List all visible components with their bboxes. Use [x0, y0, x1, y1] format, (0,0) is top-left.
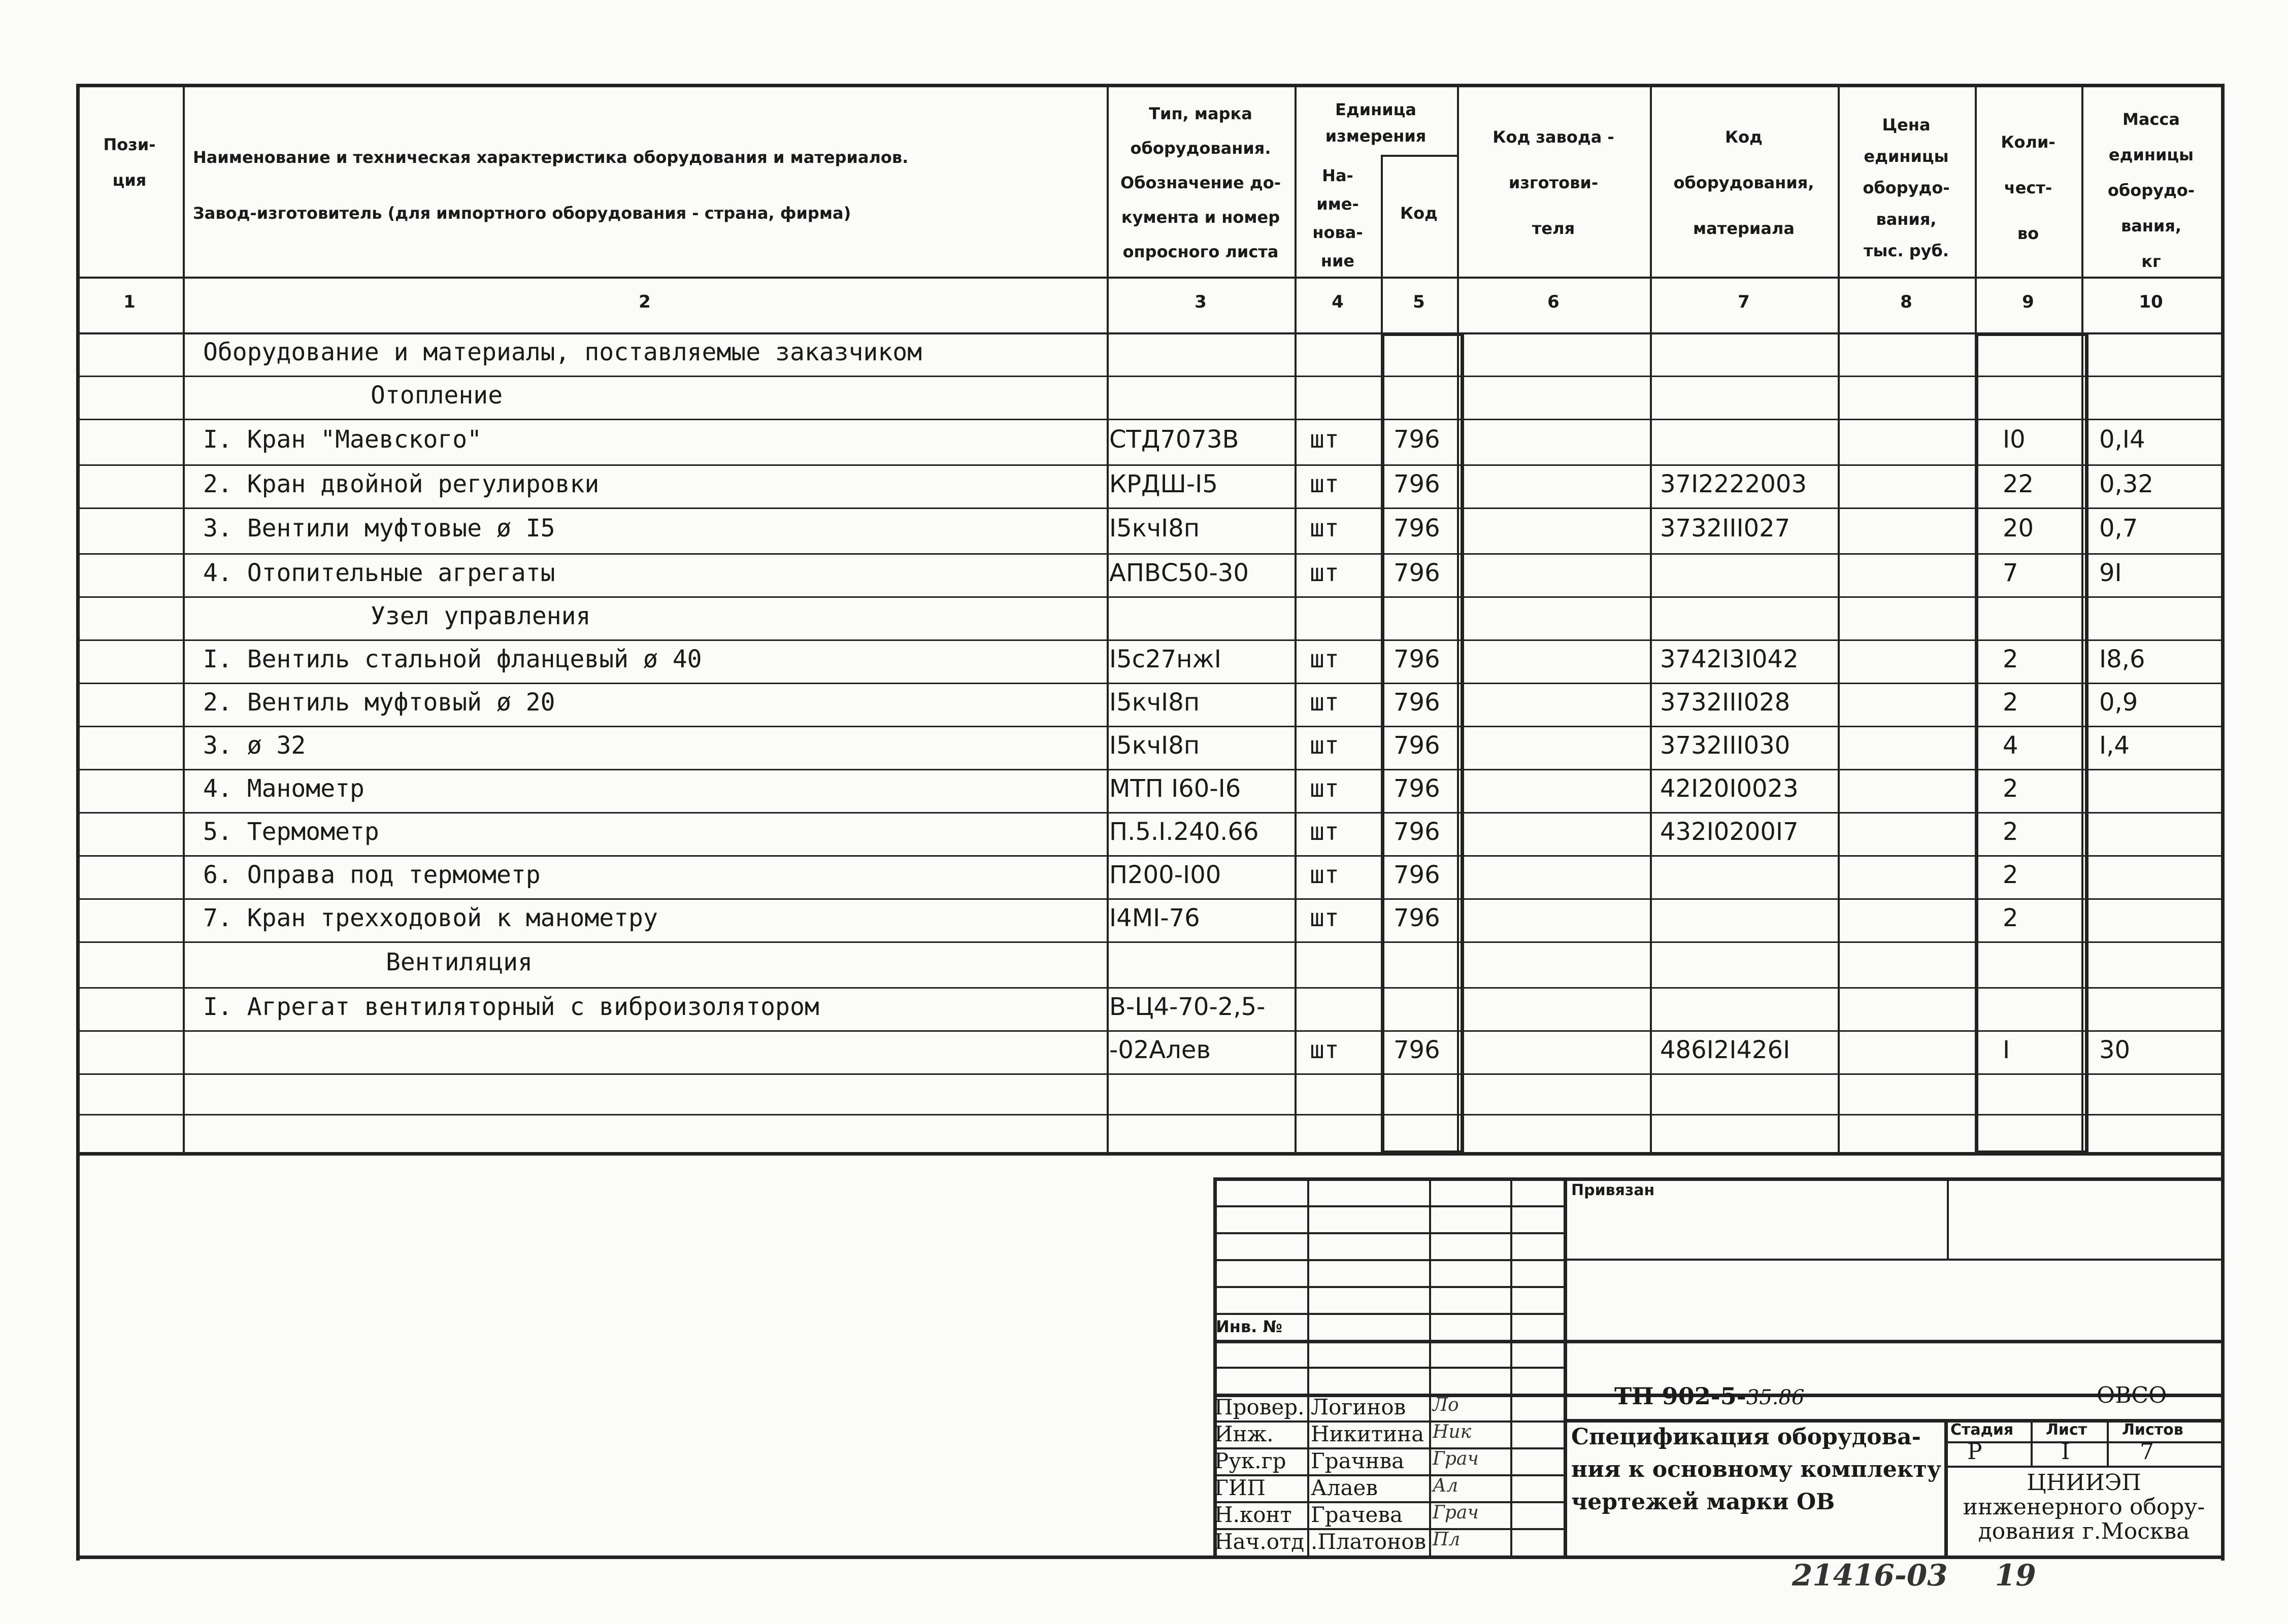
row-type: П200-I00 — [1109, 860, 1221, 889]
document-title — [1571, 1421, 1941, 1518]
signer-role: Нач.отд — [1214, 1529, 1305, 1554]
row-quantity: 2 — [2003, 817, 2018, 846]
row-unit-code: 796 — [1394, 774, 1440, 803]
row-quantity: 2 — [2003, 688, 2018, 717]
row-unit-code: 796 — [1394, 817, 1440, 846]
row-unit: шт — [1310, 1035, 1339, 1064]
row-unit: шт — [1310, 558, 1339, 587]
row-quantity: 7 — [2003, 558, 2018, 587]
header-line: На- — [1322, 166, 1353, 185]
row-name: 4. Манометр — [203, 774, 364, 803]
row-name: Отопление — [371, 381, 503, 410]
signer-name: Грачева — [1311, 1502, 1403, 1527]
inv-number-label: Инв. № — [1216, 1317, 1282, 1336]
header-line: Код завода - — [1493, 127, 1614, 147]
row-unit: шт — [1310, 860, 1339, 889]
row-type: I5с27нжI — [1109, 645, 1221, 673]
row-name: 2. Кран двойной регулировки — [203, 469, 600, 498]
page-number: 19 — [1995, 1558, 2036, 1593]
row-unit-code: 796 — [1394, 558, 1440, 587]
row-unit: шт — [1310, 645, 1339, 673]
row-unit-code: 796 — [1394, 645, 1440, 673]
row-mass: 0,9 — [2099, 688, 2138, 717]
signer-role: Рук.гр — [1214, 1448, 1286, 1473]
column-number: 9 — [2022, 292, 2034, 312]
signer-name: .Платонов — [1311, 1529, 1427, 1554]
signature: Ник — [1433, 1422, 1472, 1442]
header-line: измерения — [1325, 126, 1427, 146]
row-equipment-code: 37I2222003 — [1660, 469, 1807, 498]
header-line: оборудования, — [1673, 173, 1814, 192]
row-mass: 0,I4 — [2099, 425, 2145, 454]
document-number-hand: 35.86 — [1746, 1386, 1805, 1409]
header-unit — [1295, 96, 1457, 149]
header-line: оборудования. — [1130, 139, 1271, 158]
signer-role: ГИП — [1214, 1475, 1266, 1500]
header-line: оборудо- — [2107, 181, 2195, 200]
row-type: КРДШ-I5 — [1109, 469, 1218, 498]
org-line: ЦНИИЭП — [2027, 1470, 2141, 1496]
row-equipment-code: 3742I3I042 — [1660, 645, 1799, 673]
column-number: 7 — [1738, 292, 1750, 312]
organization — [1947, 1471, 2221, 1544]
row-type: -02Алев — [1109, 1035, 1211, 1064]
header-factory-code — [1457, 114, 1650, 251]
org-line: инженерного обору- — [1963, 1494, 2205, 1520]
header-quantity — [1975, 119, 2081, 256]
signer-name: Логинов — [1311, 1395, 1406, 1419]
header-price — [1838, 109, 1975, 266]
header-line: опросного листа — [1122, 242, 1279, 261]
sheet-label: Лист — [2046, 1421, 2087, 1439]
row-quantity: 2 — [2003, 774, 2018, 803]
sheets-value: 7 — [2140, 1439, 2154, 1465]
header-line: Код — [1725, 127, 1763, 147]
archive-number: 21416-03 — [1792, 1558, 1948, 1593]
row-name: I. Вентиль стальной фланцевый ø 40 — [203, 645, 702, 673]
row-quantity: 2 — [2003, 903, 2018, 932]
header-equipment-code — [1650, 114, 1838, 251]
row-unit: шт — [1310, 688, 1339, 717]
row-type: I5кчI8п — [1109, 514, 1200, 543]
header-line: во — [2017, 224, 2039, 243]
row-unit-code: 796 — [1394, 514, 1440, 543]
header-line: Обозначение до- — [1120, 173, 1281, 192]
signer-name: Алаев — [1311, 1475, 1378, 1500]
row-mass: I8,6 — [2099, 645, 2145, 673]
row-name: I. Кран "Маевского" — [203, 425, 482, 454]
row-unit: шт — [1310, 514, 1339, 543]
row-name: 2. Вентиль муфтовый ø 20 — [203, 688, 555, 717]
header-line: Код — [1400, 204, 1438, 223]
header-line: чест- — [2004, 178, 2052, 197]
header-line: кг — [2141, 252, 2161, 271]
signer-role: Н.конт — [1214, 1502, 1292, 1527]
drawing-mark: ОВСО — [2097, 1382, 2167, 1408]
row-name: 3. ø 32 — [203, 731, 306, 760]
row-quantity: I — [2003, 1035, 2010, 1064]
row-type: I5кчI8п — [1109, 688, 1200, 717]
header-name — [193, 129, 1107, 241]
row-unit-code: 796 — [1394, 688, 1440, 717]
org-line: дования г.Москва — [1978, 1518, 2190, 1544]
signature: Ал — [1433, 1475, 1458, 1496]
title-line: ния к основному комплекту — [1571, 1457, 1942, 1482]
header-line: изготови- — [1508, 173, 1599, 192]
header-line: единицы — [1864, 147, 1949, 166]
header-line: Пози- — [103, 135, 156, 154]
row-equipment-code: 3732III028 — [1660, 688, 1790, 717]
row-quantity: 4 — [2003, 731, 2018, 760]
row-equipment-code: 3732III030 — [1660, 731, 1790, 760]
signer-name: Никитина — [1311, 1422, 1424, 1446]
row-quantity: 2 — [2003, 860, 2018, 889]
header-line: Масса — [2123, 110, 2180, 129]
row-type: МТП I60-I6 — [1109, 774, 1241, 803]
row-name: 7. Кран трехходовой к манометру — [203, 903, 658, 932]
header-line: материала — [1693, 219, 1795, 238]
row-quantity: I0 — [2003, 425, 2026, 454]
signer-name: Грачнва — [1311, 1448, 1405, 1473]
signature: Ло — [1433, 1395, 1459, 1415]
qty-highlight — [1975, 332, 2088, 1154]
column-number: 5 — [1413, 292, 1425, 312]
signer-role: Инж. — [1214, 1422, 1274, 1446]
row-unit: шт — [1310, 774, 1339, 803]
row-name: Узел управления — [371, 601, 591, 630]
row-unit: шт — [1310, 425, 1339, 454]
row-equipment-code: 486I2I426I — [1660, 1035, 1790, 1064]
row-unit: шт — [1310, 817, 1339, 846]
header-line: ция — [112, 171, 147, 190]
column-number: 3 — [1195, 292, 1207, 312]
row-name: Оборудование и материалы, поставляемые заказчиком — [203, 337, 922, 366]
signer-role: Провер. — [1214, 1395, 1305, 1419]
header-unit-code — [1381, 195, 1457, 231]
row-unit-code: 796 — [1394, 425, 1440, 454]
row-name: I. Агрегат вентиляторный с виброизолятором — [203, 992, 819, 1021]
row-type: П.5.I.240.66 — [1109, 817, 1259, 846]
header-line: кумента и номер — [1121, 208, 1280, 227]
row-name: 4. Отопительные агрегаты — [203, 558, 555, 587]
header-line: Тип, марка — [1149, 104, 1252, 123]
stage-value: Р — [1967, 1439, 1982, 1465]
header-unit-name — [1295, 161, 1381, 275]
row-mass: 0,7 — [2099, 514, 2138, 543]
signature: Грач — [1433, 1502, 1479, 1523]
header-type — [1107, 96, 1295, 269]
row-name: Вентиляция — [386, 948, 533, 976]
title-line: чертежей марки ОВ — [1571, 1489, 1835, 1515]
row-unit: шт — [1310, 731, 1339, 760]
row-unit-code: 796 — [1394, 1035, 1440, 1064]
column-number: 2 — [639, 292, 651, 312]
row-unit-code: 796 — [1394, 860, 1440, 889]
signature: Грач — [1433, 1448, 1479, 1469]
row-unit-code: 796 — [1394, 469, 1440, 498]
row-name: 3. Вентили муфтовые ø I5 — [203, 514, 555, 543]
header-line: вания, — [1876, 210, 1937, 229]
column-number: 8 — [1900, 292, 1912, 312]
stage-label: Стадия — [1950, 1421, 2014, 1439]
header-line: оборудо- — [1863, 178, 1950, 197]
row-mass: I,4 — [2099, 731, 2130, 760]
column-number: 10 — [2139, 292, 2163, 312]
header-line: Единица — [1335, 100, 1416, 119]
row-mass: 0,32 — [2099, 469, 2153, 498]
row-type: АПВС50-30 — [1109, 558, 1249, 587]
row-unit-code: 796 — [1394, 731, 1440, 760]
privyazan-label: Привязан — [1571, 1181, 1655, 1199]
header-line: тыс. руб. — [1863, 241, 1949, 260]
header-line: единицы — [2108, 145, 2194, 164]
row-mass: 30 — [2099, 1035, 2131, 1064]
document-number — [1614, 1380, 1804, 1413]
row-equipment-code: 3732III027 — [1660, 514, 1790, 543]
title-line: Спецификация оборудова- — [1571, 1424, 1921, 1450]
sheets-label: Листов — [2122, 1421, 2183, 1439]
row-type: I4MI-76 — [1109, 903, 1200, 932]
row-equipment-code: 432I0200I7 — [1660, 817, 1799, 846]
header-line: ние — [1320, 251, 1355, 270]
header-line: име- — [1316, 194, 1359, 214]
header-mass — [2081, 101, 2221, 279]
header-line: Цена — [1882, 115, 1931, 134]
header-line: нова- — [1312, 223, 1363, 242]
column-number: 6 — [1547, 292, 1560, 312]
row-equipment-code: 42I20I0023 — [1660, 774, 1799, 803]
row-unit: шт — [1310, 903, 1339, 932]
row-mass: 9I — [2099, 558, 2122, 587]
header-line: Завод-изготовитель (для импортного оборудования - страна, фирма) — [193, 204, 851, 223]
signature: Пл — [1433, 1529, 1461, 1550]
header-line: теля — [1532, 219, 1575, 238]
row-quantity: 20 — [2003, 514, 2034, 543]
row-unit: шт — [1310, 469, 1339, 498]
header-position — [76, 127, 183, 198]
row-unit-code: 796 — [1394, 903, 1440, 932]
header-line: Коли- — [2001, 132, 2055, 152]
column-number: 1 — [123, 292, 136, 312]
row-name: 5. Термометр — [203, 817, 379, 846]
header-line: Наименование и техническая характеристика оборудования и материалов. — [193, 148, 909, 167]
row-type: I5кчI8п — [1109, 731, 1200, 760]
row-quantity: 2 — [2003, 645, 2018, 673]
document-number-print: ТП 902-5- — [1614, 1382, 1746, 1410]
row-name: 6. Оправа под термометр — [203, 860, 541, 889]
row-quantity: 22 — [2003, 469, 2034, 498]
row-type: СТД7073В — [1109, 425, 1239, 454]
header-line: вания, — [2120, 216, 2182, 235]
column-number: 4 — [1332, 292, 1344, 312]
sheet-value: I — [2061, 1439, 2070, 1465]
row-type: В-Ц4-70-2,5- — [1109, 992, 1266, 1021]
